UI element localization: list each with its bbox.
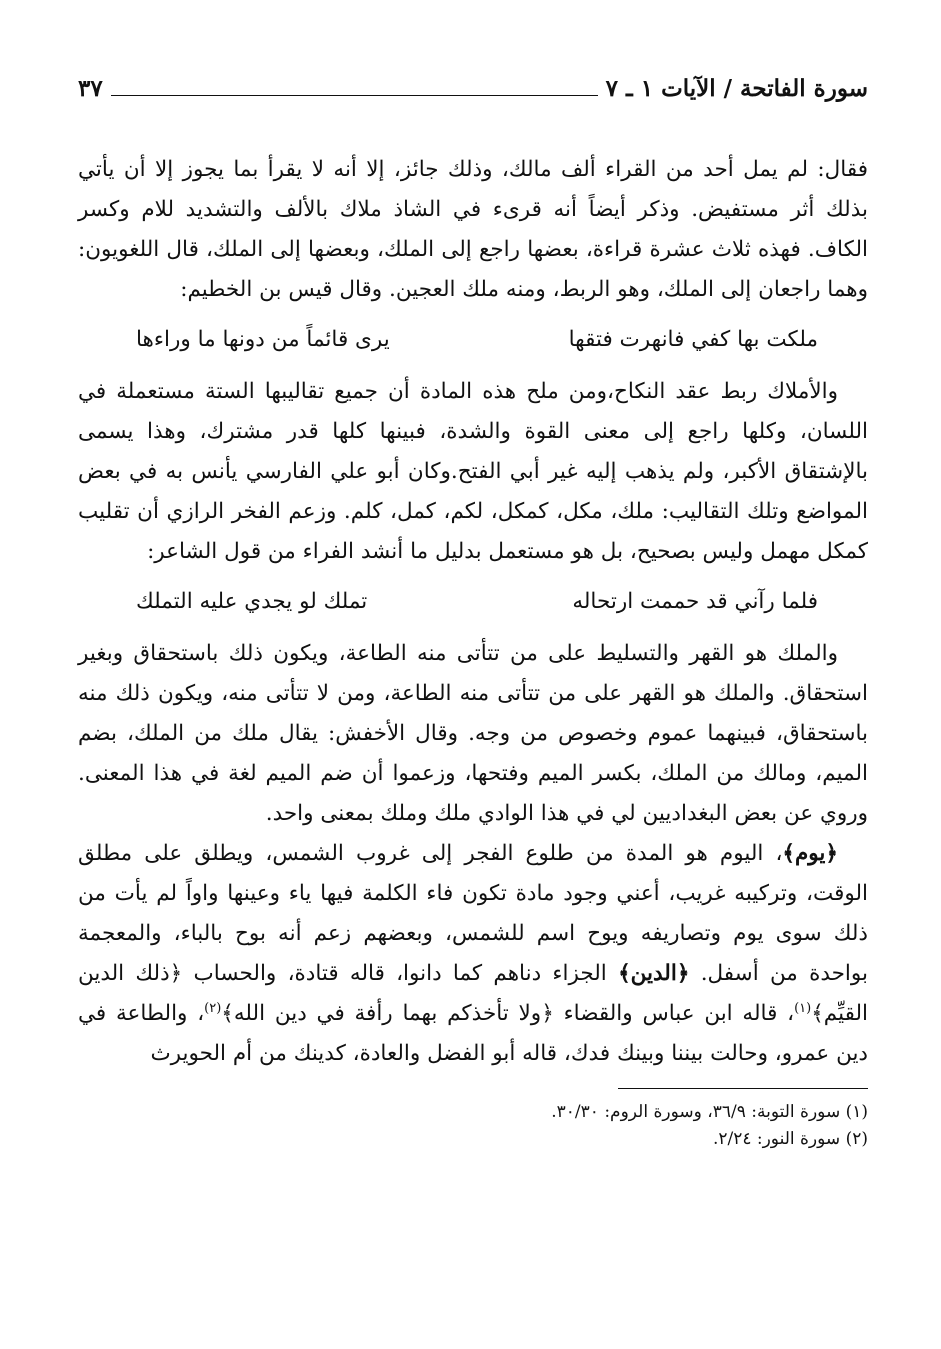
footnote-1: (١) سورة التوبة: ٣٦/٩، وسورة الروم: ٣٠/٣٠.: [551, 1102, 868, 1122]
page-header: [78, 70, 868, 102]
paragraph-4-part-1: ، اليوم هو المدة من طلوع الفجر إلى غروب الشمس، ويطلق على مطلق الوقت، وتركيبه غريب، أعني وجود مادة تكون فاء الكلمة فيها ياء وعينها واواً لم يأت من ذلك سوى يوم وتصاريفه ويوح اسم للشمس، وبعضهم زعم أنه بوح بالباء، والمعجمة بواحدة من أسفل.: [78, 841, 868, 986]
paragraph-2: والأملاك ربط عقد النكاح،ومن ملح هذه المادة أن جميع تقاليبها الستة مستعملة في اللسان، وكلها راجع إلى معنى القوة والشدة، فبينها كلها قدر مشترك، وهذا يسمى بالإشتقاق الأكبر، ولم يذهب إليه غير أبي الفتح.وكان أبو علي الفارسي يأنس به في بعض المواضع وتلك التقاليب: ملك، مكل، كمكل، لكم، كمل، كلم. وزعم الفخر الرازي أن تقليب كمكل مهمل وليس بصحيح، بل هو مستعمل بدليل ما أنشد الفراء من قول الشاعر:: [78, 379, 868, 564]
header-rule: [111, 95, 598, 96]
term-yawm: ﴿يوم﴾: [782, 841, 838, 866]
quran-quote-1: ﴿ذلك الدين القيِّم﴾: [78, 961, 868, 1026]
term-din: ﴿الدين﴾: [618, 961, 690, 986]
footnote-divider: [618, 1088, 868, 1089]
paragraph-4-part-4: ، والطاعة في دين عمرو، وحالت بيننا وبينك فدك، قاله أبو الفضل والعادة، كدينك من أم الحويرث: [78, 1001, 868, 1066]
paragraph-4: [78, 834, 868, 1074]
page-number: ٣٧: [78, 75, 103, 102]
verse-2-second-hemistich: تملك لو يجدي عليه التملك: [136, 589, 368, 614]
paragraph-4-part-2: الجزاء دناهم كما دانوا، قاله قتادة، والحساب: [182, 961, 619, 986]
quran-quote-2: ﴿ولا تأخذكم بهما رأفة في دين الله﴾: [221, 1001, 554, 1026]
verse-1-first-hemistich: ملكت بها كفي فانهرت فتقها: [568, 327, 818, 352]
poetry-verse-1: [78, 320, 868, 360]
book-page: [78, 70, 868, 1153]
paragraph-1: فقال: لم يمل أحد من القراء ألف مالك، وذلك جائز، إلا أنه لا يقرأ بما يجوز إلا أن يأتي بذلك أثر مستفيض. وذكر أيضاً أنه قرىء في الشاذ ملاك بالألف والتشديد للام وكسر الكاف. فهذه ثلاث عشرة قراءة، بعضها راجع إلى الملك، وبعضها إلى الملك، قال اللغويون: وهما راجعان إلى الملك، وهو الربط، ومنه ملك العجين. وقال قيس بن الخطيم:: [78, 157, 868, 302]
poetry-verse-2: [78, 582, 868, 622]
footnote-2: (٢) سورة النور: ٢/٢٤.: [712, 1129, 868, 1149]
running-title: سورة الفاتحة / الآيات ١ ـ ٧: [605, 75, 868, 102]
footnote-ref-2[interactable]: (٢): [204, 1000, 222, 1016]
verse-2-first-hemistich: فلما رآني قد حممت ارتحاله: [572, 589, 818, 614]
verse-1-second-hemistich: يرى قائماً من دونها ما وراءها: [136, 327, 390, 352]
footnotes: [78, 1099, 868, 1153]
paragraph-4-part-3: ، قاله ابن عباس والقضاء: [553, 1001, 795, 1026]
paragraph-3: والملك هو القهر والتسليط على من تتأتى منه الطاعة، ويكون ذلك باستحقاق وبغير استحقاق. والملك هو القهر على من تتأتى منه الطاعة، ومن لا تتأتى منه، ويكون ذلك منه باستحقاق، فبينهما عموم وخصوص من وجه. وقال الأخفش: يقال ملك من الملك، بضم الميم، ومالك من الملك، بكسر الميم وفتحها، وزعموا أن ضم الميم لغة في هذا المعنى. وروي عن بعض البغداديين لي في هذا الوادي ملك وملك بمعنى واحد.: [78, 641, 868, 826]
main-text: [78, 150, 868, 1074]
footnote-ref-1[interactable]: (١): [794, 1000, 812, 1016]
